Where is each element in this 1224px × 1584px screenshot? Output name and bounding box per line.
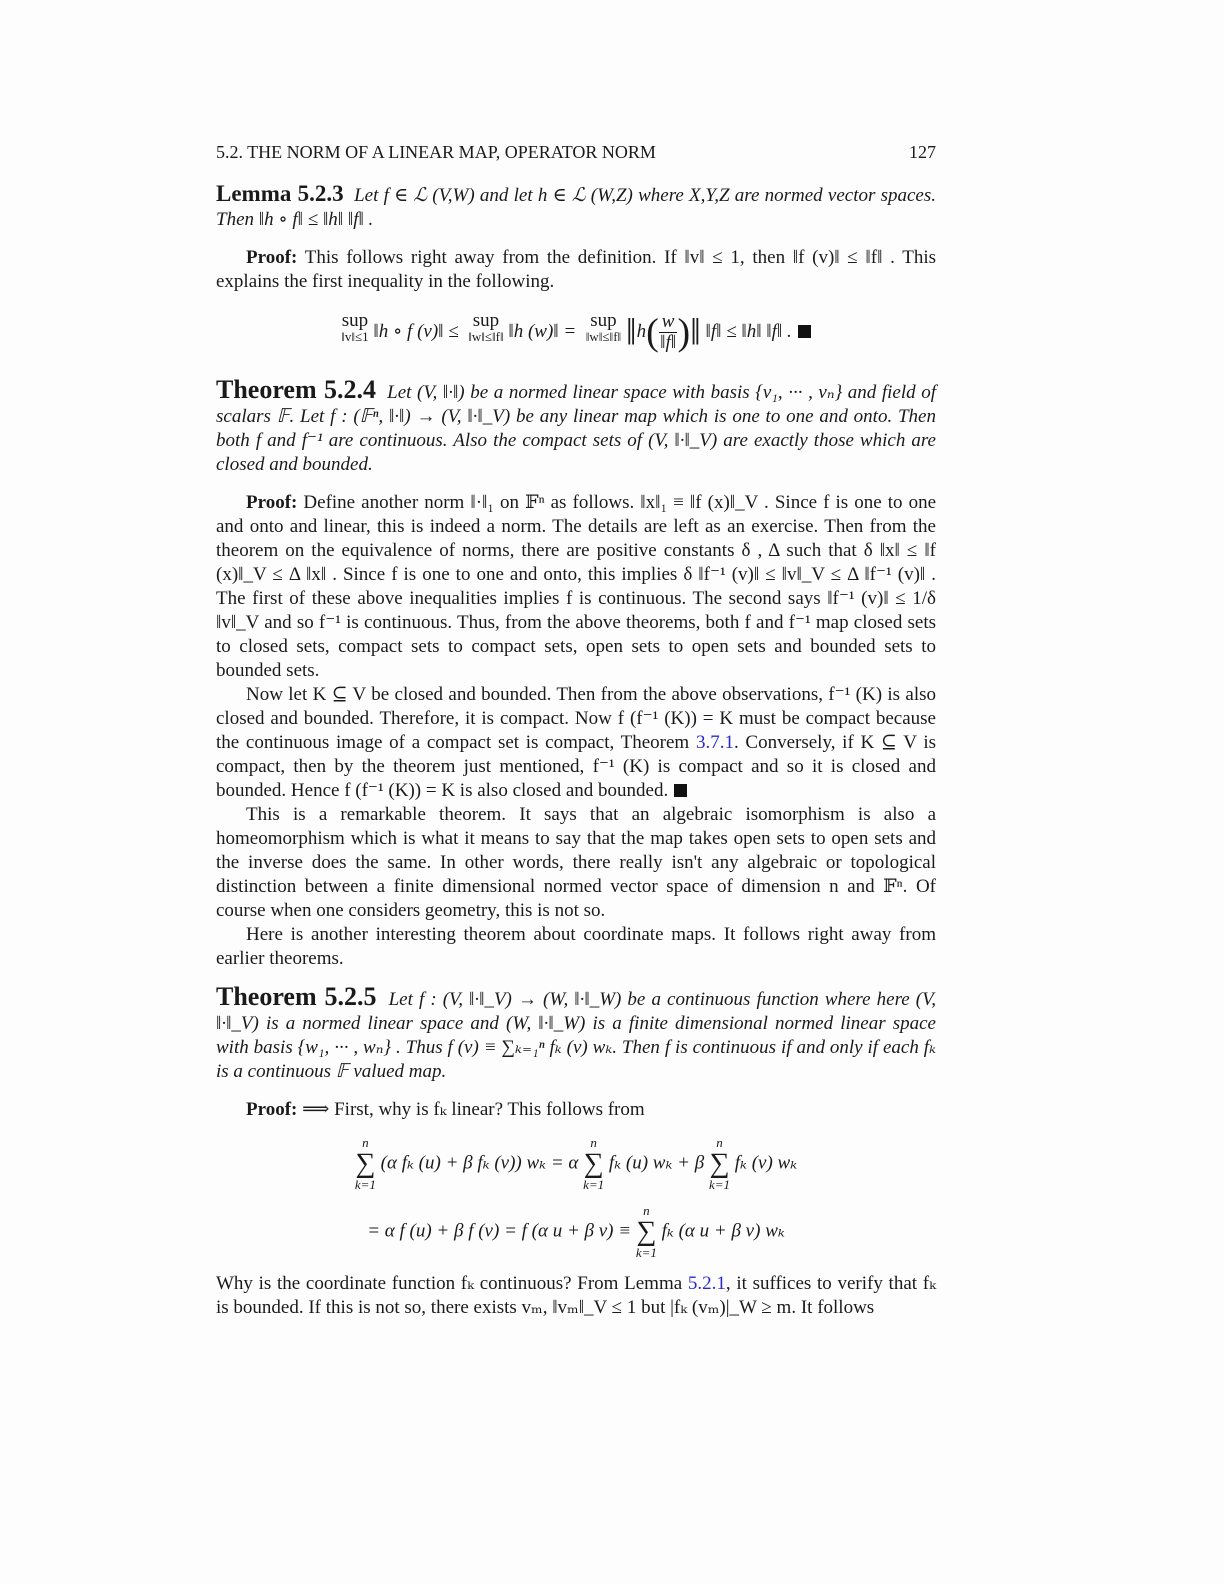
proof-text: Define another norm ‖·‖₁ on 𝔽ⁿ as follows. ‖x‖₁ ≡ ‖f (x)‖_V . Since f is one to one and onto and linear, this is indeed a norm. The details are left as an exercise. Then from the theorem on the equivalence of norms, there are positive constants δ , Δ such that δ ‖x‖ ≤ ‖f (x)‖_V ≤ Δ ‖x‖ . Since f is one to one and onto, this implies δ ‖f⁻¹ (v)‖ ≤ ‖v‖_V ≤ Δ ‖f⁻¹ (v)‖ . The first of these above inequalities implies f is continuous. The second says ‖f⁻¹ (v)‖ ≤ 1/δ ‖v‖_V and so f⁻¹ is continuous. Thus, from the above theorems, both f and f⁻¹ map closed sets to closed sets, compact sets to compact sets, open sets to open sets and bounded sets to bounded sets. [216,492,936,681]
lemma-5-2-3 [216,182,936,232]
closing-paragraph: Why is the coordinate function fₖ continuous? From Lemma 5.2.1, it suffices to verify that fₖ is bounded. If this is not so, there exists vₘ, ‖vₘ‖_V ≤ 1 but |fₖ (vₘ)|_W ≥ m. It follows [216,1273,936,1318]
sum-symbol: n ∑ k=1 [635,1203,657,1260]
theorem-proof [216,491,936,683]
theorem-statement: Let (V, ‖·‖) be a normed linear space with basis {v₁, ··· , vₙ} and field of scalars 𝔽. Let f : (𝔽ⁿ, ‖·‖) → (V, ‖·‖_V) be any linear map which is one to one and onto. Then both f and f⁻¹ are continuous. Also the compact sets of (V, ‖·‖_V) are exactly those which are closed and bounded. [216,382,936,475]
paragraph: Here is another interesting theorem about coordinate maps. It follows right away from earlier theorems. [216,924,936,969]
theorem-ref-link[interactable]: 3.7.1 [695,732,734,753]
paragraph: Now let K ⊆ V be closed and bounded. Then from the above observations, f⁻¹ (K) is also closed and bounded. Therefore, it is compact. Now f (f⁻¹ (K)) = K must be compact because the continuous image of a compact set is compact, Theorem 3.7.1. Conversely, if K ⊆ V is compact, then by the theorem just mentioned, f⁻¹ (K) is compact and so it is closed and bounded. Hence f (f⁻¹ (K)) = K is also closed and bounded. [216,684,936,801]
theorem-5-2-4 [216,375,936,477]
lemma-label: Lemma 5.2.3 [216,181,344,206]
qed-symbol [674,784,687,797]
qed-symbol [798,325,811,338]
theorem-statement: Let f : (V, ‖·‖_V) → (W, ‖·‖_W) be a continuous function where here (V, ‖·‖_V) is a normed linear space and (W, ‖·‖_W) is a finite dimensional normed linear space with basis {w₁, ··· , wₙ} . Thus f (v) ≡ ∑ₖ₌₁ⁿ fₖ (v) wₖ. Then f is continuous if and only if each fₖ is a continuous 𝔽 valued map. [216,989,936,1082]
page [216,140,936,1320]
display-equation-1: sup ‖v‖≤1 ‖h ∘ f (v)‖ ≤ sup ‖w‖≤‖f‖ ‖h (w)‖ = sup ‖w‖≤‖f‖ ‖h( $\frac{w}{‖f‖}$ )‖ ‖f‖ ≤ ‖h‖ ‖f‖ . [216,304,936,364]
expr: (α fₖ (u) + β fₖ (v)) wₖ = α [380,1152,579,1174]
page-number: 127 [909,142,936,162]
theorem-5-2-5 [216,982,936,1084]
expr: fₖ (u) wₖ + β [608,1152,705,1174]
lemma-statement: Let f ∈ ℒ (V,W) and let h ∈ ℒ (W,Z) where X,Y,Z are normed vector spaces. Then ‖h ∘ f‖ ≤ ‖h‖ ‖f‖ . [216,185,937,230]
theorem-proof [216,1098,936,1122]
fraction: $\frac{w}{‖f‖}$ [660,311,677,353]
lemma-ref-link[interactable]: 5.2.1 [687,1273,726,1294]
paragraph: This is a remarkable theorem. It says that an algebraic isomorphism is also a homeomorphism which is what it means to say that the map takes open sets to open sets and the inverse does the same. In other words, there really isn't any algebraic or topological distinction between a finite dimensional normed vector space of dimension n and 𝔽ⁿ. Of course when one considers geometry, this is not so. [216,804,936,921]
expr: = α f (u) + β f (v) = f (α u + β v) ≡ [367,1220,632,1242]
proof-label: Proof: [246,247,298,268]
theorem-label: Theorem 5.2.4 [216,375,376,404]
expr: ‖h ∘ f (v)‖ ≤ [373,320,459,342]
sum-symbol: n ∑ k=1 [354,1135,376,1192]
sup-operator: sup ‖w‖≤‖f‖ [585,310,622,344]
sum-symbol: n ∑ k=1 [583,1135,605,1192]
proof-text: This follows right away from the definition. If ‖v‖ ≤ 1, then ‖f (v)‖ ≤ ‖f‖ . This explains the first inequality in the following. [216,247,936,292]
running-header [216,140,936,164]
theorem-label: Theorem 5.2.5 [216,982,377,1011]
expr: h [636,320,647,342]
expr: ‖f‖ ≤ ‖h‖ ‖f‖ . [705,320,792,342]
sup-operator: sup ‖w‖≤‖f‖ [468,310,504,344]
lemma-proof [216,246,936,294]
proof-label: Proof: [246,492,298,513]
proof-label: Proof: [246,1099,298,1120]
proof-text: ⟹ First, why is fₖ linear? This follows from [302,1099,645,1120]
display-equation-2 [216,1132,936,1262]
expr: fₖ (v) wₖ [734,1152,798,1174]
expr: fₖ (α u + β v) wₖ [661,1220,785,1242]
section-title: 5.2. THE NORM OF A LINEAR MAP, OPERATOR NORM [216,142,656,162]
sup-operator: sup ‖v‖≤1 [341,310,369,344]
sum-symbol: n ∑ k=1 [708,1135,730,1192]
expr: ‖h (w)‖ = [508,320,577,342]
